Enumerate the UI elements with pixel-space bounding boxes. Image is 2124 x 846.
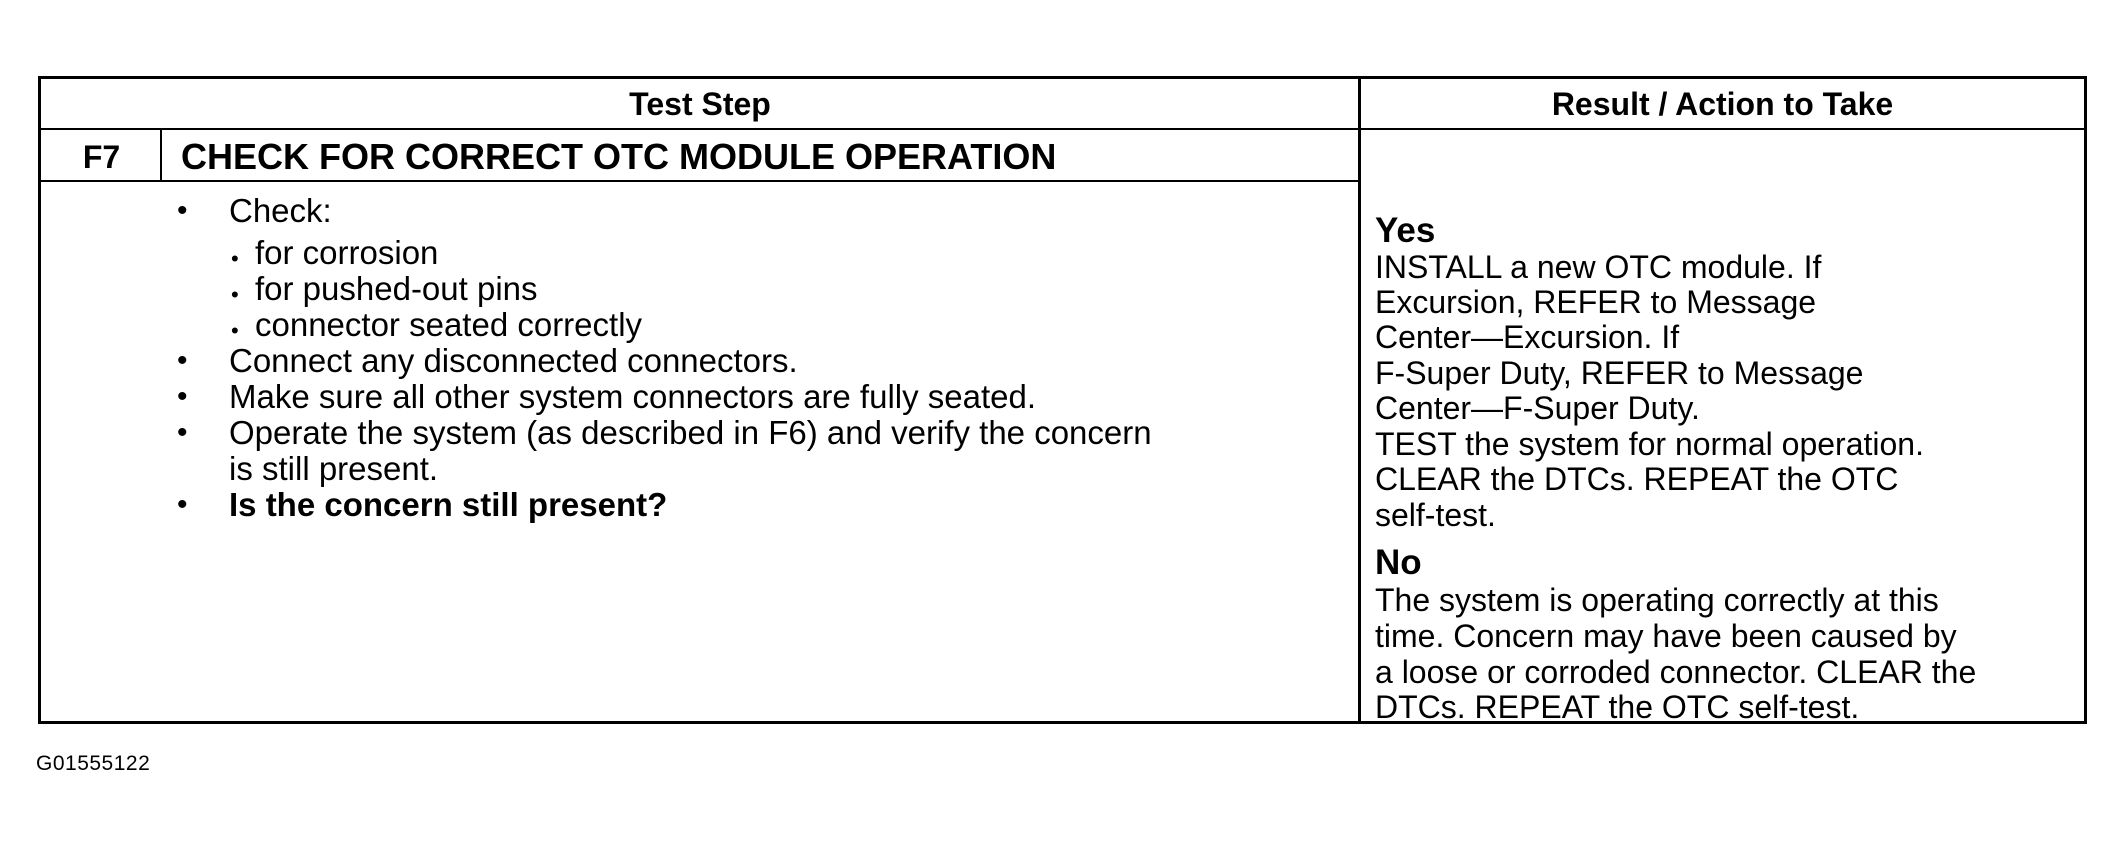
no-line: The system is operating correctly at this [1375, 582, 1939, 618]
header-test-step: Test Step [629, 86, 771, 122]
check-item: connector seated correctly [255, 306, 643, 343]
bullet-icon: • [177, 380, 188, 413]
bullet-icon: • [177, 488, 188, 521]
step-question: Is the concern still present? [229, 486, 668, 523]
yes-label: Yes [1375, 211, 1436, 250]
diagnostic-table [38, 76, 2087, 724]
instruction-continued: is still present. [229, 450, 439, 487]
sub-bullet-icon: • [231, 318, 239, 343]
yes-line: Excursion, REFER to Message [1375, 284, 1817, 320]
instruction: Make sure all other system connectors are fully seated. [229, 378, 1037, 415]
bullet-icon: • [177, 194, 188, 227]
yes-line: Center—Excursion. If [1375, 319, 1680, 355]
yes-line: F-Super Duty, REFER to Message [1375, 355, 1864, 391]
sub-bullet-icon: • [231, 282, 239, 307]
sub-bullet-icon: • [231, 246, 239, 271]
bullet-icon: • [177, 344, 188, 377]
figure-id: G01555122 [36, 752, 151, 775]
no-line: DTCs. REPEAT the OTC self-test. [1375, 689, 1860, 725]
yes-line: CLEAR the DTCs. REPEAT the OTC [1375, 461, 1899, 497]
bullet-icon: • [177, 416, 188, 449]
step-title: CHECK FOR CORRECT OTC MODULE OPERATION [181, 136, 1057, 177]
check-item: for pushed-out pins [255, 270, 538, 307]
no-line: time. Concern may have been caused by [1375, 618, 1957, 654]
column-divider [1358, 79, 1361, 721]
yes-line: INSTALL a new OTC module. If [1375, 249, 1822, 285]
yes-line: Center—F-Super Duty. [1375, 390, 1700, 426]
yes-line: TEST the system for normal operation. [1375, 426, 1924, 462]
step-number: F7 [82, 139, 121, 175]
instruction: Connect any disconnected connectors. [229, 342, 798, 379]
check-item: for corrosion [255, 234, 439, 271]
check-label: Check: [229, 192, 332, 229]
instruction: Operate the system (as described in F6) and verify the concern [229, 414, 1152, 451]
header-result-action: Result / Action to Take [1551, 86, 1894, 122]
no-line: a loose or corroded connector. CLEAR the [1375, 654, 1977, 690]
no-label: No [1375, 543, 1422, 582]
yes-line: self-test. [1375, 497, 1496, 533]
